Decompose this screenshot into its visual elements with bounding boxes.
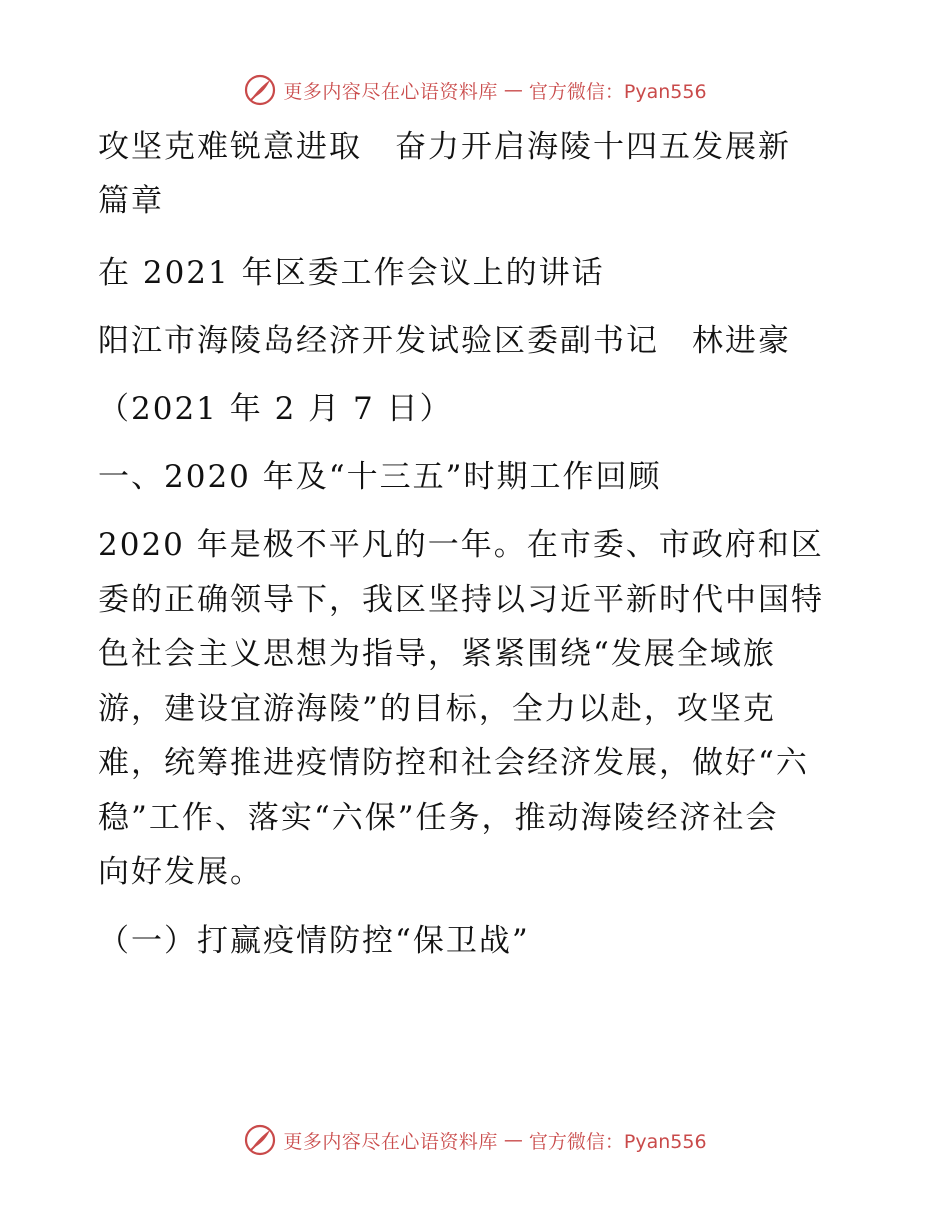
watermark-separator: — — [503, 1129, 523, 1151]
document-author: 阳江市海陵岛经济开发试验区委副书记 林进豪 — [98, 323, 791, 359]
feather-pen-logo-icon — [243, 1123, 277, 1157]
header-watermark — [0, 70, 950, 110]
paragraph-line: 难，统筹推进疫情防控和社会经济发展，做好“六 — [98, 745, 809, 781]
watermark-separator: — — [503, 79, 523, 101]
subsection-heading: （一）打赢疫情防控“保卫战” — [98, 922, 530, 959]
feather-pen-logo-icon — [243, 73, 277, 107]
watermark-wechat: 官方微信：Pyan556 — [528, 1130, 707, 1153]
paragraph-line: 向好发展。 — [98, 854, 263, 890]
paragraph-line: 2020 年是极不平凡的一年。在市委、市政府和区 — [98, 527, 824, 563]
document-body — [98, 120, 858, 968]
title-line-2: 篇章 — [98, 183, 164, 219]
watermark-wechat: 官方微信：Pyan556 — [528, 80, 707, 103]
title-line-1: 攻坚克难锐意进取 奋力开启海陵十四五发展新 — [98, 129, 791, 165]
paragraph-line: 色社会主义思想为指导，紧紧围绕“发展全域旅 — [98, 636, 776, 672]
document-title — [98, 120, 858, 228]
body-paragraph — [98, 518, 858, 900]
watermark-text: 更多内容尽在心语资料库 — [283, 1130, 498, 1153]
paragraph-line: 游，建设宜游海陵”的目标，全力以赴，攻坚克 — [98, 690, 776, 727]
paragraph-line: 稳”工作、落实“六保”任务，推动海陵经济社会 — [98, 799, 779, 836]
document-date: （2021 年 2 月 7 日） — [98, 391, 453, 427]
paragraph-line: 委的正确领导下，我区坚持以习近平新时代中国特 — [98, 581, 824, 618]
footer-watermark — [0, 1120, 950, 1160]
section-heading: 一、2020 年及“十三五”时期工作回顾 — [98, 459, 662, 495]
watermark-text: 更多内容尽在心语资料库 — [283, 80, 498, 103]
document-subtitle: 在 2021 年区委工作会议上的讲话 — [98, 255, 605, 291]
